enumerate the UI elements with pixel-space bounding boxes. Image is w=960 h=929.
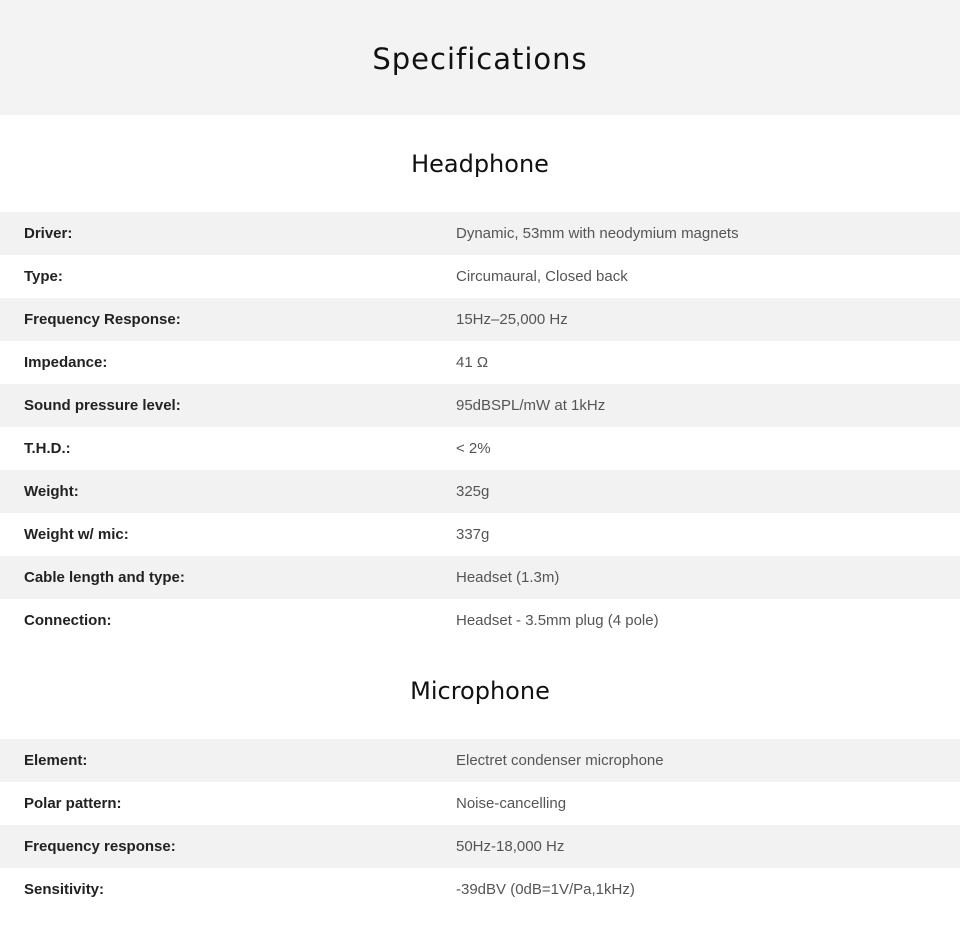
spec-value: 95dBSPL/mW at 1kHz <box>456 397 606 414</box>
microphone-spec-table <box>0 739 960 911</box>
spec-value: Electret condenser microphone <box>456 752 664 769</box>
spec-label: Weight w/ mic: <box>24 526 129 543</box>
spec-value: 50Hz-18,000 Hz <box>456 838 565 855</box>
spec-value: Dynamic, 53mm with neodymium magnets <box>456 225 739 242</box>
spec-value: < 2% <box>456 440 491 457</box>
spec-label: Weight: <box>24 483 79 500</box>
spec-row-frequency-response <box>0 298 960 341</box>
spec-value: -39dBV (0dB=1V/Pa,1kHz) <box>456 881 635 898</box>
spec-row-cable-length <box>0 556 960 599</box>
spec-row-sound-pressure-level <box>0 384 960 427</box>
spec-label: Polar pattern: <box>24 795 122 812</box>
spec-row-connection <box>0 599 960 642</box>
headphone-spec-table <box>0 212 960 642</box>
spec-label: Driver: <box>24 225 73 242</box>
spec-row-mic-frequency-response <box>0 825 960 868</box>
spec-value: Headset - 3.5mm plug (4 pole) <box>456 612 659 629</box>
spec-value: 337g <box>456 526 490 543</box>
section-title-microphone: Microphone <box>410 676 550 705</box>
spec-value: 15Hz–25,000 Hz <box>456 311 568 328</box>
spec-label: Frequency Response: <box>24 311 181 328</box>
section-title-headphone: Headphone <box>411 149 549 178</box>
spec-label: Connection: <box>24 612 112 629</box>
spec-row-element <box>0 739 960 782</box>
spec-label: Sensitivity: <box>24 881 105 898</box>
spec-value: 41 Ω <box>456 354 489 371</box>
microphone-section <box>0 642 960 911</box>
spec-value: 325g <box>456 483 490 500</box>
page-title: Specifications <box>372 41 588 76</box>
spec-row-polar-pattern <box>0 782 960 825</box>
spec-value: Headset (1.3m) <box>456 569 560 586</box>
page-header <box>0 0 960 115</box>
spec-label: Sound pressure level: <box>24 397 181 414</box>
spec-row-impedance <box>0 341 960 384</box>
spec-label: Cable length and type: <box>24 569 185 586</box>
spec-value: Circumaural, Closed back <box>456 268 628 285</box>
spec-row-type <box>0 255 960 298</box>
spec-label: Type: <box>24 268 63 285</box>
spec-row-weight <box>0 470 960 513</box>
spec-row-thd <box>0 427 960 470</box>
spec-label: Frequency response: <box>24 838 176 855</box>
spec-row-sensitivity <box>0 868 960 911</box>
spec-row-weight-with-mic <box>0 513 960 556</box>
headphone-section <box>0 115 960 642</box>
spec-label: Element: <box>24 752 88 769</box>
spec-value: Noise-cancelling <box>456 795 567 812</box>
spec-label: T.H.D.: <box>24 440 71 457</box>
spec-label: Impedance: <box>24 354 108 371</box>
spec-row-driver <box>0 212 960 255</box>
